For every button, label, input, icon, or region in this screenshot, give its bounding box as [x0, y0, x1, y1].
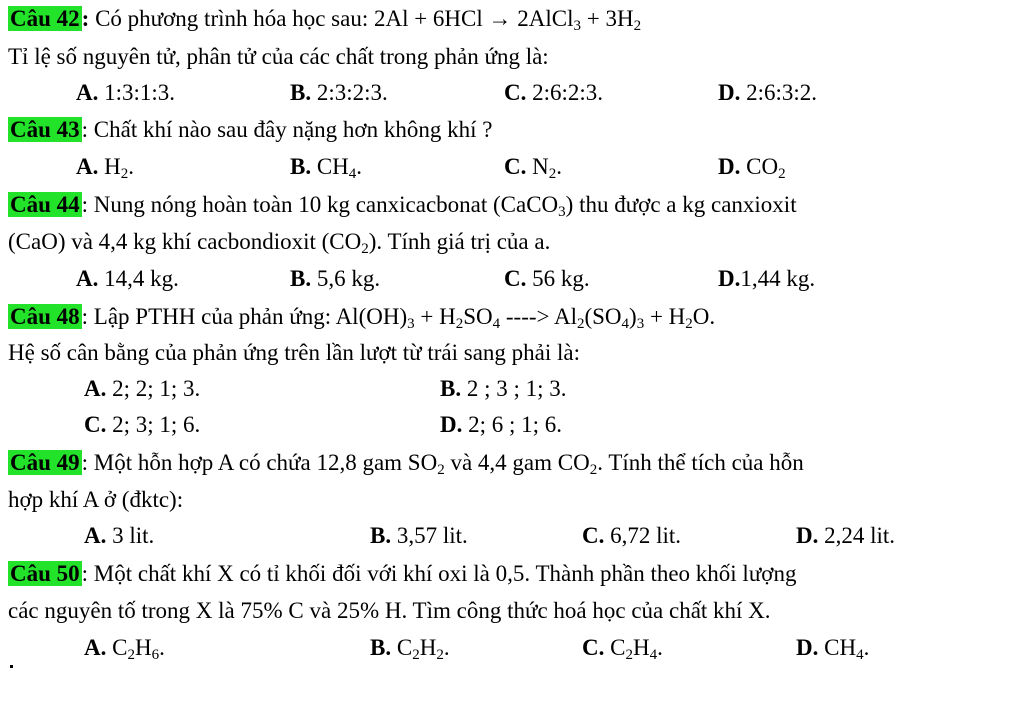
- q42-option-d[interactable]: D. 2:6:3:2.: [718, 80, 818, 105]
- q44-option-d[interactable]: D.1,44 kg.: [718, 266, 816, 291]
- q44-label: Câu 44: [10, 192, 80, 217]
- q48-prompt: Hệ số cân bằng của phản ứng trên lần lượt từ trái sang phải là:: [8, 340, 581, 365]
- q49-option-c[interactable]: C. 6,72 lit.: [582, 523, 682, 548]
- q50-option-c[interactable]: C. $C_2H_4$.: [582, 635, 663, 663]
- q48-option-c[interactable]: C. 2; 3; 1; 6.: [84, 412, 201, 437]
- q43-option-b[interactable]: B. $CH_4$.: [290, 154, 363, 182]
- q43-option-d[interactable]: D. $CO_2$: [718, 154, 786, 182]
- q44-option-c[interactable]: C. 56 kg.: [504, 266, 590, 291]
- q43-stem: Câu 43: Chất khí nào sau đây nặng hơn không khí ?: [10, 117, 493, 142]
- q44-option-a[interactable]: A. 14,4 kg.: [76, 266, 179, 291]
- q42-option-a[interactable]: A. 1:3:1:3.: [76, 80, 176, 105]
- q44-stem-line2: (CaO) và 4,4 kg khí cacbondioxit $(CO_2)$. Tính giá trị của a.: [8, 229, 551, 257]
- q49-stem-line2: hợp khí A ở (đktc):: [8, 487, 184, 512]
- q42-prompt: Tỉ lệ số nguyên tử, phân tử của các chất trong phản ứng là:: [8, 44, 549, 69]
- q49-option-a[interactable]: A. 3 lit.: [84, 523, 155, 548]
- q50-option-a[interactable]: A. $C_2H_6$.: [84, 635, 165, 663]
- q42-label: Câu 42: [10, 6, 80, 31]
- q50-option-d[interactable]: D. $CH_4$.: [796, 635, 870, 663]
- q44-option-b[interactable]: B. 5,6 kg.: [290, 266, 381, 291]
- q48-stem: Câu 48: Lập PTHH của phản ứng: $Al(OH)_3 + H_2SO_4$ ----> $Al_2(SO_4)_3 + H_2O$.: [10, 304, 716, 332]
- q49-stem: Câu 49: Một hỗn hợp A có chứa 12,8 gam $SO_2$ và 4,4 gam $CO_2$. Tính thể tích của hỗn: [10, 450, 804, 478]
- q43-label: Câu 43: [10, 117, 80, 142]
- q43-option-a[interactable]: A. $H_2$.: [76, 154, 134, 182]
- q43-option-c[interactable]: C. $N_2$.: [504, 154, 562, 182]
- stray-dot: [10, 665, 13, 668]
- q42-option-c[interactable]: C. 2:6:2:3.: [504, 80, 604, 105]
- q48-label: Câu 48: [10, 304, 80, 329]
- q42-stem: Câu 42: Có phương trình hóa học sau: 2Al + 6HCl → 2AlCl$_3$ + $3H_2$: [10, 6, 642, 34]
- q48-option-b[interactable]: B. 2 ; 3 ; 1; 3.: [440, 376, 567, 401]
- q42-option-b[interactable]: B. 2:3:2:3.: [290, 80, 388, 105]
- q48-option-d[interactable]: D. 2; 6 ; 1; 6.: [440, 412, 563, 437]
- q50-stem: Câu 50: Một chất khí X có tỉ khối đối với khí oxi là 0,5. Thành phần theo khối lượng: [10, 561, 797, 586]
- q49-label: Câu 49: [10, 450, 80, 475]
- q50-label: Câu 50: [10, 561, 80, 586]
- q49-option-b[interactable]: B. 3,57 lit.: [370, 523, 468, 548]
- q48-option-a[interactable]: A. 2; 2; 1; 3.: [84, 376, 201, 401]
- q44-stem: Câu 44: Nung nóng hoàn toàn 10 kg canxicacbonat (CaCO$_3$) thu được a kg canxioxit: [10, 192, 797, 220]
- q49-option-d[interactable]: D. 2,24 lit.: [796, 523, 896, 548]
- q50-stem-line2: các nguyên tố trong X là 75% C và 25% H. Tìm công thức hoá học của chất khí X.: [8, 598, 771, 623]
- q50-option-b[interactable]: B. $C_2H_2$.: [370, 635, 450, 663]
